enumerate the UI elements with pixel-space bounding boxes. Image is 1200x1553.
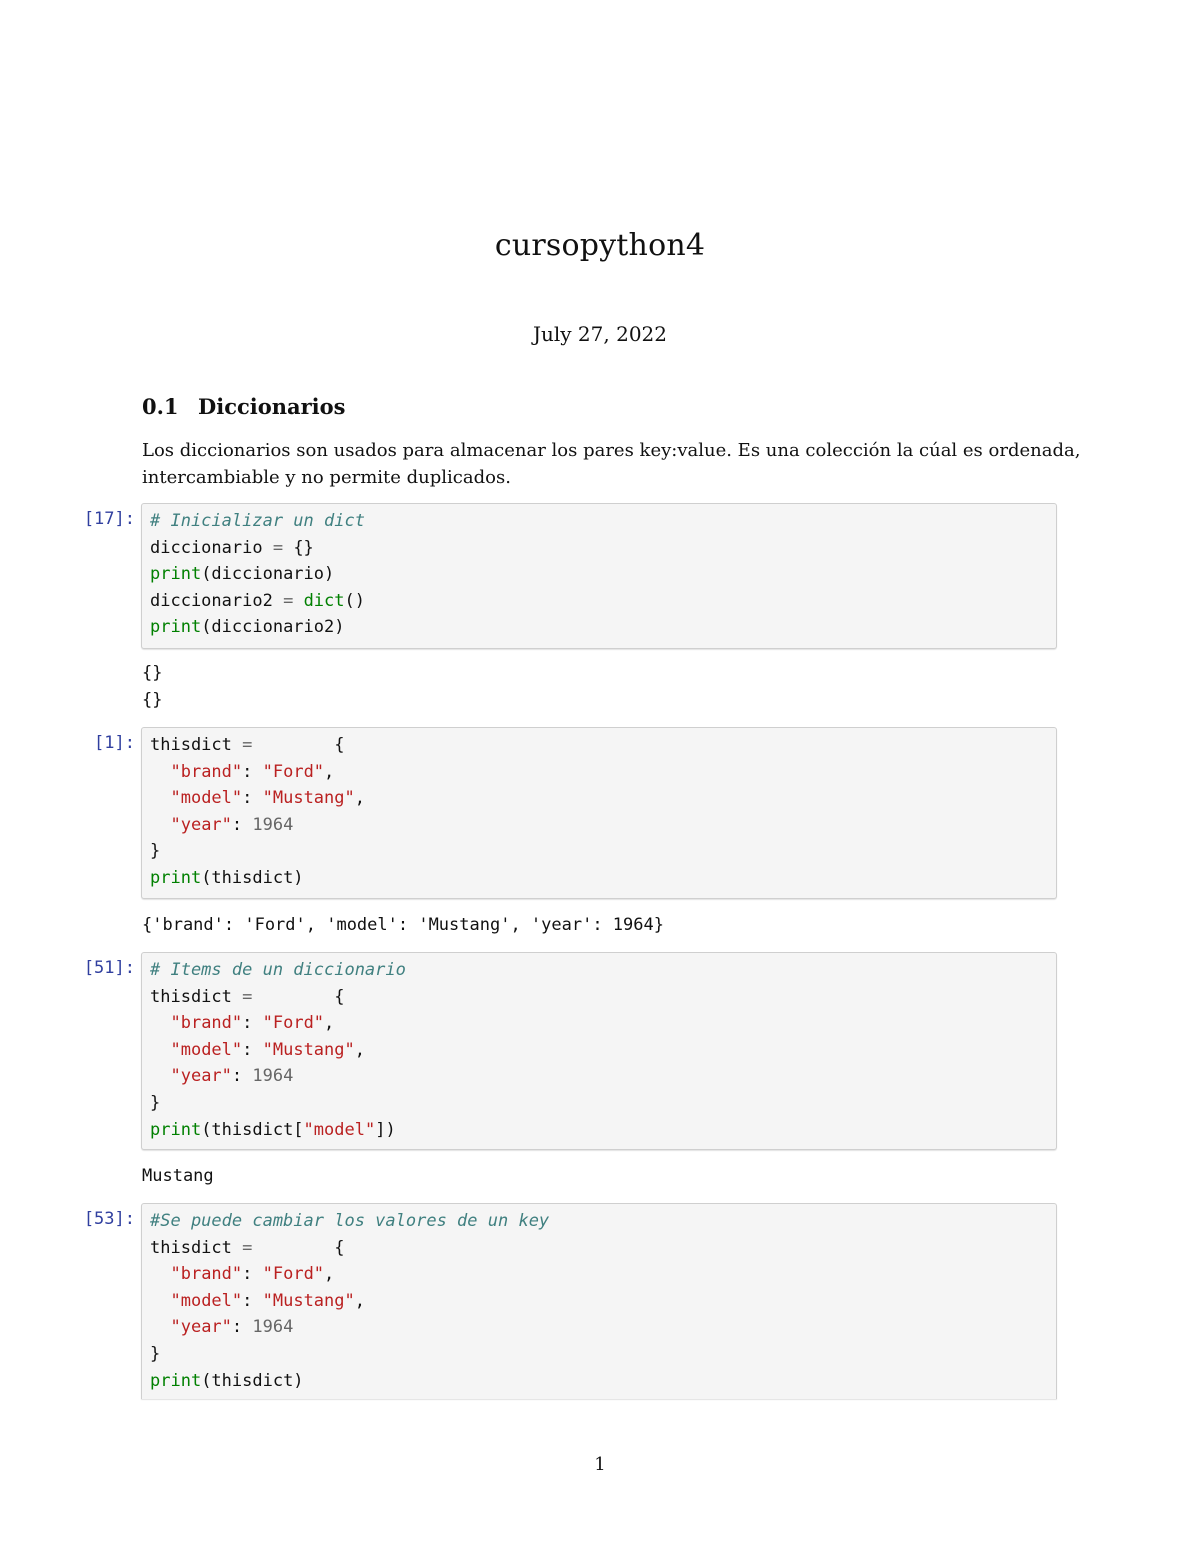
code-cell[interactable] — [141, 727, 1057, 899]
code-token — [150, 1317, 170, 1337]
section-heading — [142, 394, 346, 419]
code-token: "year" — [170, 1317, 232, 1338]
code-token: : — [231, 1066, 253, 1087]
code-token — [150, 815, 170, 835]
code-token: (thisdict) — [201, 867, 304, 888]
code-token: { — [252, 1237, 345, 1258]
code-input[interactable] — [142, 953, 1056, 1143]
cell-prompt: [17]: — [83, 509, 135, 529]
section-number: 0.1 — [142, 394, 179, 419]
code-token: : — [242, 1013, 263, 1034]
code-token: thisdict — [150, 735, 243, 755]
code-token: "Ford" — [262, 761, 325, 782]
code-token: = — [242, 735, 253, 755]
code-token: } — [150, 1092, 161, 1113]
code-token: "brand" — [170, 1264, 243, 1285]
code-token: { — [252, 735, 345, 755]
code-token: : — [231, 1317, 253, 1338]
code-token: 1964 — [252, 1066, 294, 1087]
code-token: "Ford" — [262, 1013, 325, 1034]
code-token: diccionario2 — [150, 590, 284, 611]
code-token — [293, 591, 303, 611]
code-token: print — [150, 1119, 202, 1140]
code-token: { — [252, 986, 345, 1007]
code-token: : — [242, 788, 263, 809]
code-token: , — [324, 1013, 335, 1034]
code-token: "Mustang" — [262, 1290, 355, 1311]
code-token: (thisdict[ — [201, 1119, 304, 1140]
code-token: "brand" — [170, 1013, 243, 1034]
document-date: July 27, 2022 — [532, 322, 667, 346]
code-token: , — [324, 761, 335, 782]
code-token: (thisdict) — [201, 1370, 304, 1391]
cell-output: Mustang — [142, 1166, 214, 1186]
code-token: print — [150, 867, 202, 888]
code-token: = — [242, 986, 253, 1007]
code-token — [150, 1040, 170, 1060]
code-token: "model" — [303, 1119, 376, 1140]
code-token: "brand" — [170, 761, 243, 782]
code-token: , — [354, 1039, 365, 1060]
code-token — [150, 1291, 170, 1311]
code-token: : — [231, 814, 253, 835]
cell-prompt: [1]: — [94, 733, 135, 753]
code-token: , — [324, 1264, 335, 1285]
code-token: ]) — [375, 1119, 396, 1140]
code-token: "year" — [170, 814, 232, 835]
cell-prompt: [53]: — [83, 1209, 135, 1229]
code-token: (diccionario2) — [201, 617, 345, 638]
code-token: print — [150, 617, 202, 638]
cell-output: {'brand': 'Ford', 'model': 'Mustang', 'year': 1964} — [142, 915, 664, 935]
cell-output: {} {} — [142, 663, 163, 710]
code-token: = — [242, 1237, 253, 1258]
code-token: "Ford" — [262, 1264, 325, 1285]
paragraph-line: intercambiable y no permite duplicados. — [142, 467, 511, 488]
code-input[interactable] — [142, 1204, 1056, 1394]
code-token: "year" — [170, 1066, 232, 1087]
code-token: : — [242, 761, 263, 782]
code-token: , — [354, 1290, 365, 1311]
code-token: , — [354, 788, 365, 809]
code-token: {} — [283, 537, 314, 558]
code-token: (diccionario) — [201, 564, 335, 585]
code-token: "model" — [170, 788, 243, 809]
code-token: diccionario — [150, 537, 273, 558]
code-token: "model" — [170, 1039, 243, 1060]
code-input[interactable] — [142, 504, 1056, 641]
code-token — [150, 788, 170, 808]
code-token: = — [272, 537, 284, 558]
code-token: thisdict — [150, 1237, 243, 1258]
code-token: # Items de un diccionario — [150, 960, 406, 980]
code-token — [150, 1013, 170, 1033]
paragraph-line: Los diccionarios son usados para almacenar los pares key:value. Es una colección la cúal es ordenada, — [142, 440, 1081, 461]
code-token: = — [283, 590, 294, 611]
document-title: cursopython4 — [494, 228, 706, 263]
code-token: : — [242, 1039, 263, 1060]
code-token: : — [242, 1264, 263, 1285]
code-token: 1964 — [252, 814, 294, 835]
page-number: 1 — [594, 1454, 606, 1475]
code-token: "Mustang" — [262, 788, 355, 809]
intro-paragraph — [142, 437, 1081, 491]
code-token: print — [150, 564, 202, 585]
code-token: 1964 — [252, 1317, 294, 1338]
code-token: thisdict — [150, 986, 243, 1007]
code-token: #Se puede cambiar los valores de un key — [150, 1211, 550, 1231]
code-token: "model" — [170, 1290, 243, 1311]
code-token: } — [150, 841, 161, 862]
cell-prompt: [51]: — [83, 958, 135, 978]
code-token — [150, 1264, 170, 1284]
code-token — [150, 762, 170, 782]
code-cell[interactable] — [141, 952, 1057, 1150]
code-token: dict — [303, 590, 345, 611]
code-input[interactable] — [142, 728, 1056, 892]
code-token: # Inicializar un dict — [150, 511, 365, 531]
code-cell[interactable] — [141, 1203, 1057, 1399]
code-token: print — [150, 1370, 202, 1391]
code-token: } — [150, 1343, 161, 1364]
code-cell[interactable] — [141, 503, 1057, 649]
code-token: "Mustang" — [262, 1039, 355, 1060]
code-token: () — [344, 590, 365, 611]
code-token: : — [242, 1290, 263, 1311]
code-token — [150, 1066, 170, 1086]
section-title: Diccionarios — [198, 394, 346, 419]
